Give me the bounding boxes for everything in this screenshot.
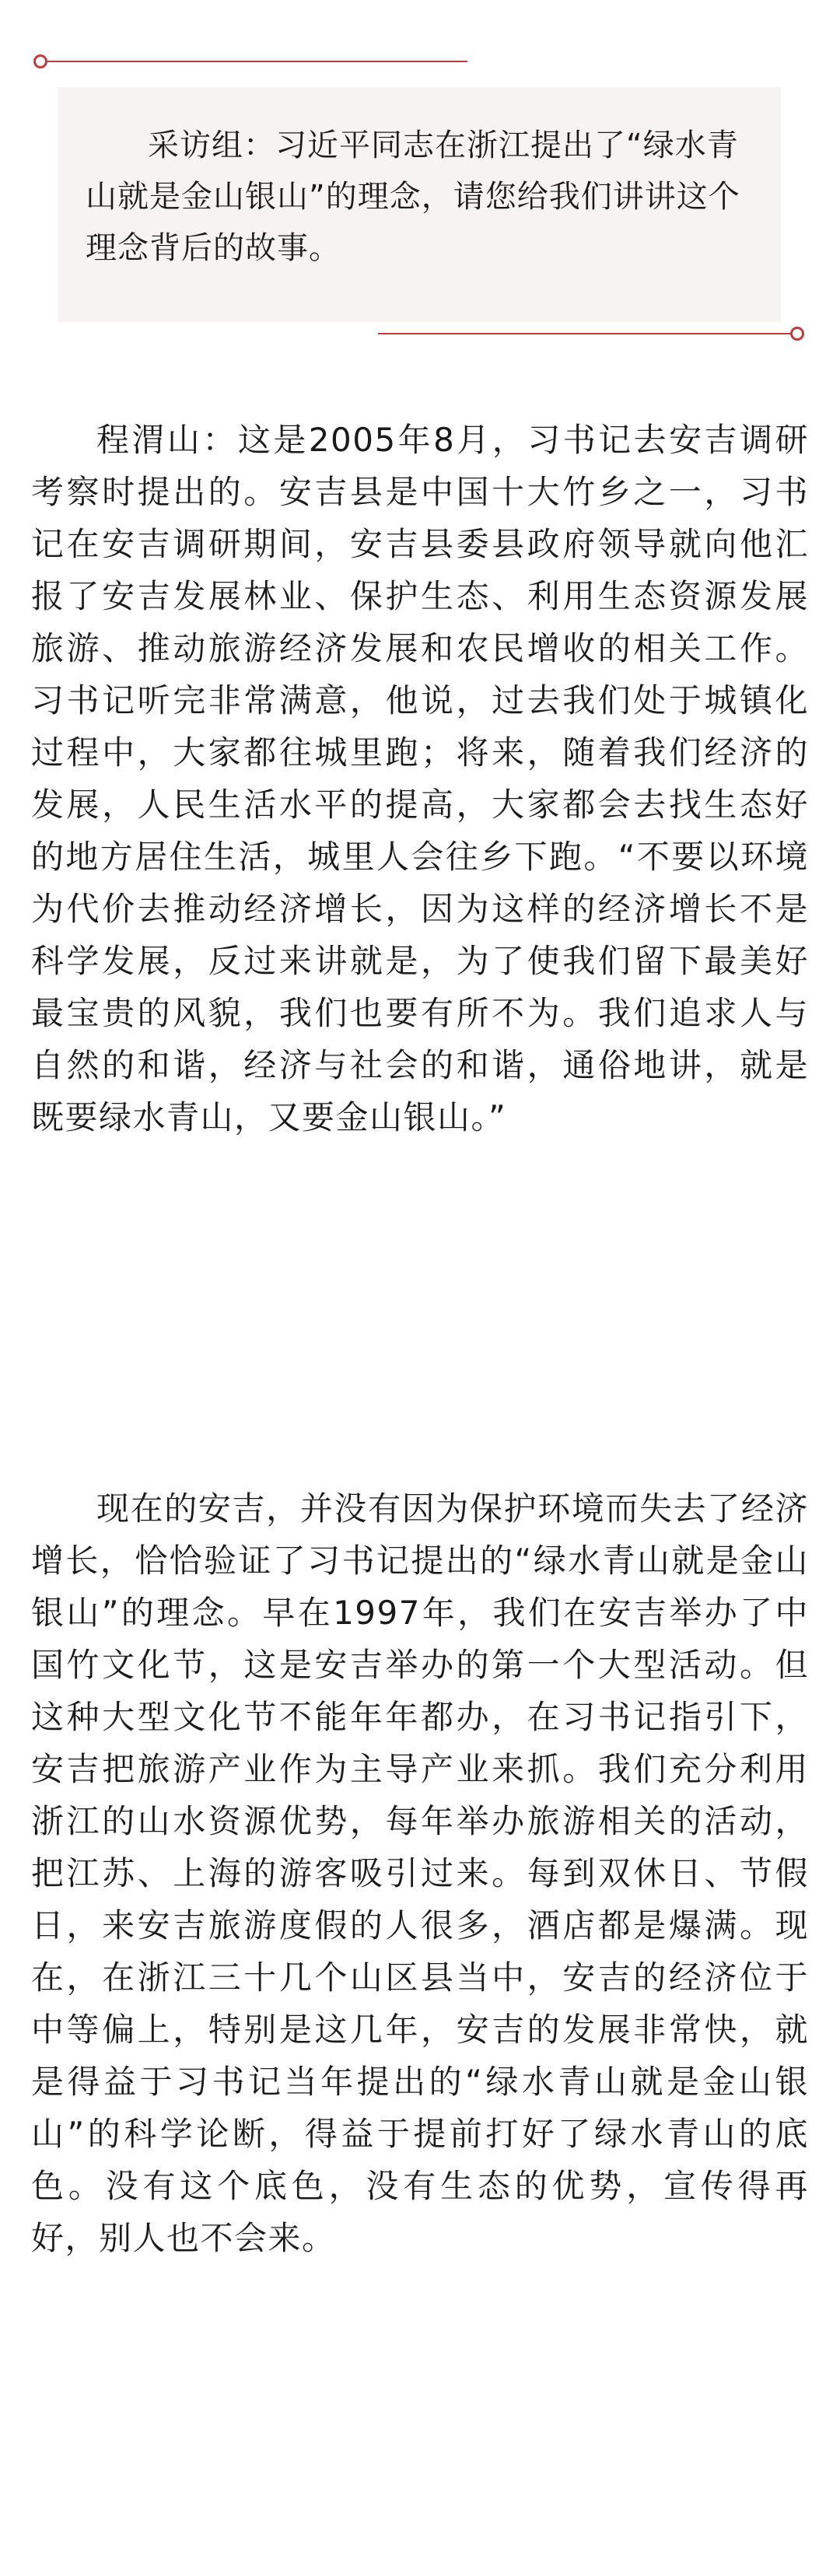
top-circle-ornament xyxy=(33,54,47,68)
bottom-circle-ornament xyxy=(790,327,804,341)
answer-paragraph: 现在的安吉，并没有因为保护环境而失去了经济增长，恰恰验证了习书记提出的“绿水青山就是金山银山”的理念。早在1997年，我们在安吉举办了中国竹文化节，这是安吉举办的第一个大型活动。但这种大型文化节不能年年都办，在习书记指引下，安吉把旅游产业作为主导产业来抓。我们充分利用浙江的山水资源优势，每年举办旅游相关的活动，把江苏、上海的游客吸引过来。每到双休日、节假日，来安吉旅游度假的人很多，酒店都是爆满。现在，在浙江三十几个山区县当中，安吉的经济位于中等偏上，特别是这几年，安吉的发展非常快，就是得益于习书记当年提出的“绿水青山就是金山银山”的科学论断，得益于提前打好了绿水青山的底色。没有这个底色，没有生态的优势，宣传得再好，别人也不会来。 xyxy=(31,1489,809,2257)
answer-paragraph: 程渭山：这是2005年8月，习书记去安吉调研考察时提出的。安吉县是中国十大竹乡之一，习书记在安吉调研期间，安吉县委县政府领导就向他汇报了安吉发展林业、保护生态、利用生态资源发展旅游、推动旅游经济发展和农民增收的相关工作。习书记听完非常满意，他说，过去我们处于城镇化过程中，大家都往城里跑；将来，随着我们经济的发展，人民生活水平的提高，大家都会去找生态好的地方居住生活，城里人会往乡下跑。“不要以环境为代价去推动经济增长，因为这样的经济增长不是科学发展，反过来讲就是，为了使我们留下最美好最宝贵的风貌，我们也要有所不为。我们追求人与自然的和谐，经济与社会的和谐，通俗地讲，就是既要绿水青山，又要金山银山。” xyxy=(31,421,809,1136)
top-line-ornament xyxy=(47,61,467,62)
question-box xyxy=(58,87,781,322)
bottom-line-ornament xyxy=(378,333,790,334)
question-text: 采访组：习近平同志在浙江提出了“绿水青山就是金山银山”的理念，请您给我们讲讲这个理念背后的故事。 xyxy=(86,128,740,266)
